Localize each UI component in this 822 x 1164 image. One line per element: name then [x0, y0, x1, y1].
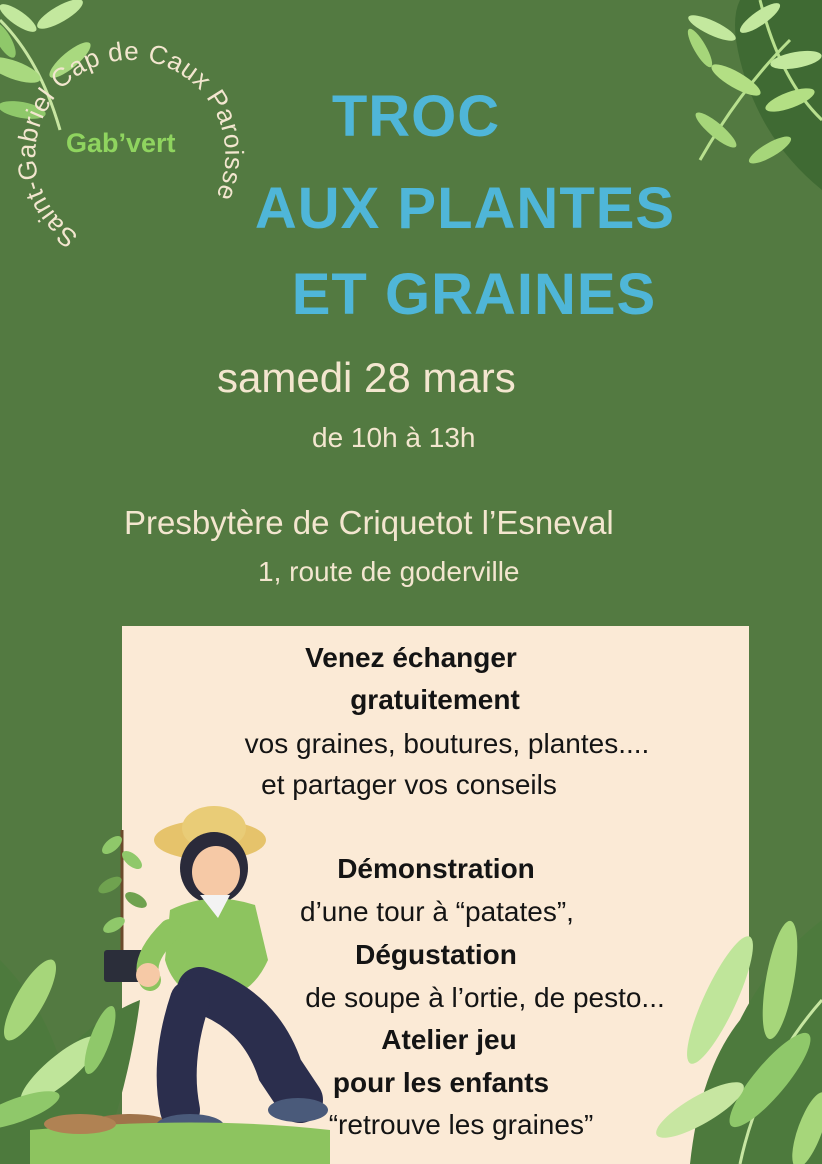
info-line-2: gratuitement	[350, 684, 520, 715]
info-line-11: “retrouve les graines”	[328, 1109, 594, 1140]
title-line-1: TROC	[331, 84, 501, 149]
title-line-3: ET GRAINES	[291, 262, 657, 327]
info-line-4: et partager vos conseils	[261, 769, 557, 800]
event-hours: de 10h à 13h	[312, 422, 476, 453]
event-date: samedi 28 mars	[217, 354, 516, 401]
info-line-10: pour les enfants	[332, 1067, 550, 1098]
logo-arc-text: Saint-Gabriel Cap de Caux Paroisse	[11, 35, 250, 255]
info-line-3: vos graines, boutures, plantes....	[244, 728, 650, 759]
info-line-1: Venez échanger	[305, 642, 517, 673]
info-line-8: de soupe à l’ortie, de pesto...	[305, 982, 665, 1013]
logo-name: Gab’vert	[66, 128, 176, 158]
info-line-9: Atelier jeu	[381, 1024, 517, 1055]
title-line-2: AUX PLANTES	[254, 176, 676, 241]
event-address: 1, route de goderville	[258, 556, 520, 587]
info-line-6: d’une tour à “patates”,	[300, 896, 574, 927]
info-line-5: Démonstration	[337, 853, 535, 884]
event-venue: Presbytère de Criquetot l’Esneval	[124, 504, 614, 541]
info-line-7: Dégustation	[355, 939, 517, 970]
